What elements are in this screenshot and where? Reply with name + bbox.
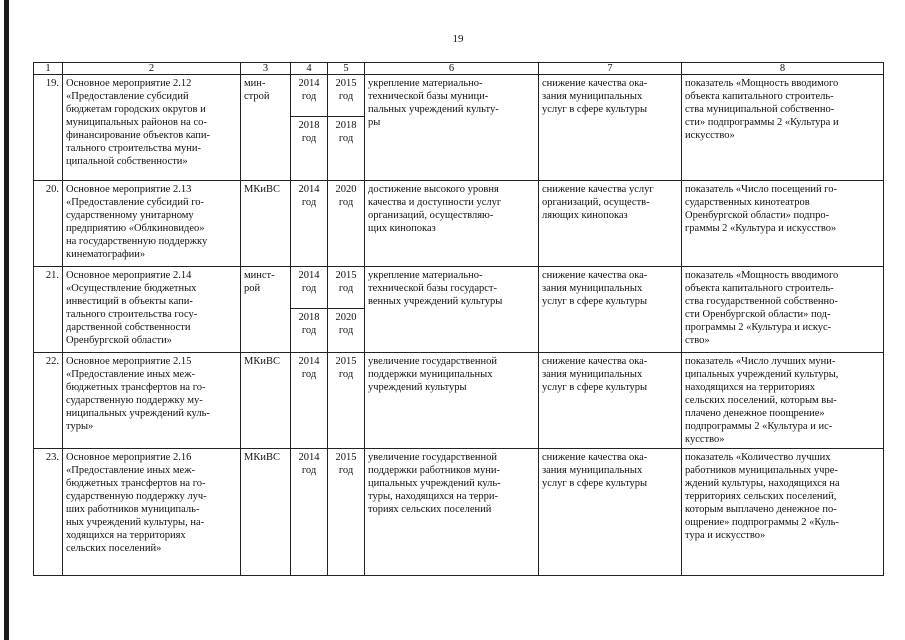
measure-name-cell: [63, 181, 241, 267]
start-year-line: год: [301, 325, 317, 336]
executor-line: строй: [244, 91, 270, 102]
indicator-line: которым выплачено денежное по-: [685, 504, 837, 515]
measure-name-line: «Осуществление бюджетных: [66, 283, 197, 294]
end-year-line: год: [338, 465, 354, 476]
expected-result-line: технической базы государст-: [368, 283, 498, 294]
indicator-cell: [682, 267, 884, 353]
measure-name-line: туры»: [66, 421, 94, 432]
end-year-cell: [328, 117, 365, 181]
expected-result-line: увеличение государственной: [368, 452, 497, 463]
end-year-line: год: [338, 325, 354, 336]
measure-name-line: муниципальных районов на со-: [66, 117, 207, 128]
expected-result-line: поддержки работников муни-: [368, 465, 500, 476]
measure-name-line: сударственную поддержку му-: [66, 395, 203, 406]
measure-name-line: Основное мероприятие 2.16: [66, 452, 192, 463]
consequence-line: зания муниципальных: [542, 465, 643, 476]
column-number: 3: [241, 63, 291, 75]
measure-name-line: «Предоставление иных меж-: [66, 369, 195, 380]
consequence-line: снижение качества ока-: [542, 270, 648, 281]
start-year-cell: [291, 75, 328, 117]
end-year-line: год: [338, 369, 354, 380]
start-year-cell: [291, 117, 328, 181]
measure-name-line: сельских поселений»: [66, 543, 162, 554]
end-year-line: год: [338, 133, 354, 144]
executor-cell: [241, 449, 291, 576]
indicator-line: объекта капитального строитель-: [685, 283, 834, 294]
expected-result-line: ториях сельских поселений: [368, 504, 492, 515]
expected-result-cell: [365, 181, 539, 267]
scan-edge-bar: [4, 0, 9, 640]
measure-name-line: тального строительства муни-: [66, 143, 202, 154]
indicator-line: сударственных кинотеатров: [685, 197, 810, 208]
consequence-line: услуг в сфере культуры: [542, 478, 648, 489]
consequence-line: снижение качества ока-: [542, 78, 648, 89]
measure-name-line: дарственной собственности: [66, 322, 191, 333]
column-number: 7: [539, 63, 682, 75]
expected-result-line: организаций, осуществляю-: [368, 210, 494, 221]
table-body: [34, 63, 884, 576]
row-number-cell: 23.: [34, 449, 63, 576]
expected-result-line: технической базы муници-: [368, 91, 489, 102]
start-year-line: год: [301, 369, 317, 380]
column-number: 5: [328, 63, 365, 75]
measure-name-line: «Предоставление иных меж-: [66, 465, 195, 476]
measure-name-line: кинематографии»: [66, 249, 146, 260]
start-year-line: год: [301, 197, 317, 208]
executor-line: мин-: [244, 78, 266, 89]
measure-name-line: на государственную поддержку: [66, 236, 208, 247]
table-row: [34, 449, 884, 576]
indicator-line: показатель «Мощность вводимого: [685, 270, 839, 281]
indicator-line: Оренбургской области» подпро-: [685, 210, 830, 221]
measure-name-line: сударственному унитарному: [66, 210, 194, 221]
expected-result-cell: [365, 75, 539, 181]
expected-result-cell: [365, 449, 539, 576]
expected-result-line: венных учреждений культуры: [368, 296, 503, 307]
start-year-line: год: [301, 283, 317, 294]
end-year-line: год: [338, 91, 354, 102]
measure-name-cell: [63, 267, 241, 353]
executor-line: МКиВС: [244, 452, 280, 463]
consequence-cell: [539, 449, 682, 576]
row-number-cell: 20.: [34, 181, 63, 267]
start-year-cell: [291, 267, 328, 309]
measure-name-line: предприятию «Облкиновидео»: [66, 223, 205, 234]
indicator-line: показатель «Число посещений го-: [685, 184, 837, 195]
end-year-line: 2020: [335, 184, 357, 195]
start-year-line: 2014: [298, 184, 320, 195]
indicator-line: ства государственной собственно-: [685, 296, 838, 307]
indicator-line: программы 2 «Культура и искус-: [685, 322, 832, 333]
expected-result-line: увеличение государственной: [368, 356, 497, 367]
measure-name-line: ших работников муниципаль-: [66, 504, 200, 515]
column-number: 6: [365, 63, 539, 75]
consequence-line: ляющих кинопоказ: [542, 210, 628, 221]
start-year-line: 2018: [298, 120, 320, 131]
row-number-cell: 19.: [34, 75, 63, 181]
measure-name-cell: [63, 353, 241, 449]
measure-name-cell: [63, 449, 241, 576]
executor-cell: [241, 181, 291, 267]
indicator-line: ство»: [685, 335, 710, 346]
start-year-cell: [291, 309, 328, 353]
executor-line: минст-: [244, 270, 275, 281]
expected-result-cell: [365, 353, 539, 449]
start-year-line: 2014: [298, 452, 320, 463]
column-number-row: [34, 63, 884, 75]
expected-result-line: пальных учреждений культу-: [368, 104, 499, 115]
expected-result-line: щих кинопоказ: [368, 223, 436, 234]
indicator-line: работников муниципальных учре-: [685, 465, 838, 476]
row-number-cell: 22.: [34, 353, 63, 449]
indicator-line: находящихся на территориях: [685, 382, 815, 393]
measure-name-line: Оренбургской области»: [66, 335, 172, 346]
indicator-line: показатель «Количество лучших: [685, 452, 831, 463]
page-number: 19: [452, 33, 464, 45]
indicator-line: сельских поселений, которым вы-: [685, 395, 837, 406]
consequence-line: организаций, осуществ-: [542, 197, 650, 208]
program-measures-table: [33, 62, 884, 576]
column-number: 4: [291, 63, 328, 75]
expected-result-line: укрепление материально-: [368, 78, 483, 89]
end-year-line: 2015: [335, 78, 357, 89]
expected-result-line: достижение высокого уровня: [368, 184, 499, 195]
measure-name-line: тального строительства госу-: [66, 309, 198, 320]
indicator-cell: [682, 353, 884, 449]
indicator-line: объекта капитального строитель-: [685, 91, 834, 102]
measure-name-line: Основное мероприятие 2.15: [66, 356, 192, 367]
indicator-cell: [682, 449, 884, 576]
table-row: [34, 181, 884, 267]
consequence-cell: [539, 181, 682, 267]
table-row: [34, 353, 884, 449]
end-year-cell: [328, 353, 365, 449]
executor-cell: [241, 75, 291, 181]
consequence-line: снижение качества услуг: [542, 184, 654, 195]
table-row: [34, 75, 884, 117]
end-year-cell: [328, 449, 365, 576]
start-year-line: год: [301, 91, 317, 102]
indicator-line: плачено денежное поощрение»: [685, 408, 825, 419]
measure-name-line: Основное мероприятие 2.12: [66, 78, 192, 89]
consequence-line: зания муниципальных: [542, 369, 643, 380]
table-row: [34, 267, 884, 309]
end-year-line: 2018: [335, 120, 357, 131]
start-year-cell: [291, 181, 328, 267]
expected-result-line: учреждений культуры: [368, 382, 467, 393]
consequence-line: услуг в сфере культуры: [542, 104, 648, 115]
indicator-line: кусство»: [685, 434, 725, 445]
measure-name-line: ниципальных учреждений куль-: [66, 408, 210, 419]
indicator-line: тура и искусство»: [685, 530, 766, 541]
indicator-line: сти Оренбургской области» под-: [685, 309, 831, 320]
consequence-cell: [539, 75, 682, 181]
expected-result-line: ципальных учреждений куль-: [368, 478, 501, 489]
column-number: 8: [682, 63, 884, 75]
expected-result-line: поддержки муниципальных: [368, 369, 493, 380]
consequence-line: зания муниципальных: [542, 91, 643, 102]
end-year-cell: [328, 309, 365, 353]
indicator-line: ства муниципальной собственно-: [685, 104, 835, 115]
consequence-line: зания муниципальных: [542, 283, 643, 294]
measure-name-line: ципальной собственности»: [66, 156, 188, 167]
start-year-line: год: [301, 133, 317, 144]
start-year-line: 2014: [298, 356, 320, 367]
consequence-line: услуг в сфере культуры: [542, 382, 648, 393]
end-year-cell: [328, 181, 365, 267]
column-number: 2: [63, 63, 241, 75]
consequence-line: услуг в сфере культуры: [542, 296, 648, 307]
expected-result-cell: [365, 267, 539, 353]
end-year-cell: [328, 267, 365, 309]
start-year-line: 2018: [298, 312, 320, 323]
start-year-line: год: [301, 465, 317, 476]
measure-name-line: бюджетам городских округов и: [66, 104, 206, 115]
measure-name-line: ходящихся на территориях: [66, 530, 186, 541]
expected-result-line: ры: [368, 117, 381, 128]
measure-name-line: Основное мероприятие 2.13: [66, 184, 192, 195]
measure-name-line: сударственную поддержку луч-: [66, 491, 207, 502]
start-year-line: 2014: [298, 78, 320, 89]
indicator-line: показатель «Мощность вводимого: [685, 78, 839, 89]
measure-name-line: «Предоставление субсидий го-: [66, 197, 204, 208]
measure-name-line: бюджетных трансфертов на го-: [66, 382, 206, 393]
indicator-line: территориях сельских поселений,: [685, 491, 837, 502]
start-year-cell: [291, 449, 328, 576]
column-number: 1: [34, 63, 63, 75]
indicator-line: ощрение» подпрограммы 2 «Куль-: [685, 517, 839, 528]
measure-name-line: ных учреждений культуры, на-: [66, 517, 205, 528]
consequence-cell: [539, 267, 682, 353]
consequence-cell: [539, 353, 682, 449]
executor-line: МКиВС: [244, 356, 280, 367]
expected-result-line: туры, находящихся на терри-: [368, 491, 499, 502]
indicator-line: ципальных учреждений культуры,: [685, 369, 839, 380]
measure-name-line: инвестиций в объекты капи-: [66, 296, 193, 307]
executor-cell: [241, 353, 291, 449]
indicator-cell: [682, 181, 884, 267]
indicator-line: граммы 2 «Культура и искусство»: [685, 223, 837, 234]
expected-result-line: укрепление материально-: [368, 270, 483, 281]
start-year-line: 2014: [298, 270, 320, 281]
indicator-line: показатель «Число лучших муни-: [685, 356, 836, 367]
measure-name-line: бюджетных трансфертов на го-: [66, 478, 206, 489]
measure-name-line: «Предоставление субсидий: [66, 91, 189, 102]
end-year-line: год: [338, 197, 354, 208]
measure-name-line: Основное мероприятие 2.14: [66, 270, 192, 281]
indicator-line: ждений культуры, находящихся на: [685, 478, 840, 489]
end-year-line: 2015: [335, 270, 357, 281]
start-year-cell: [291, 353, 328, 449]
measure-name-line: финансирование объектов капи-: [66, 130, 210, 141]
end-year-line: 2020: [335, 312, 357, 323]
indicator-line: искусство»: [685, 130, 735, 141]
consequence-line: снижение качества ока-: [542, 452, 648, 463]
measure-name-cell: [63, 75, 241, 181]
row-number-cell: 21.: [34, 267, 63, 353]
indicator-cell: [682, 75, 884, 181]
end-year-line: 2015: [335, 356, 357, 367]
indicator-line: подпрограммы 2 «Культура и ис-: [685, 421, 833, 432]
indicator-line: сти» подпрограммы 2 «Культура и: [685, 117, 839, 128]
executor-cell: [241, 267, 291, 353]
end-year-cell: [328, 75, 365, 117]
consequence-line: снижение качества ока-: [542, 356, 648, 367]
expected-result-line: качества и доступности услуг: [368, 197, 502, 208]
end-year-line: 2015: [335, 452, 357, 463]
end-year-line: год: [338, 283, 354, 294]
executor-line: МКиВС: [244, 184, 280, 195]
executor-line: рой: [244, 283, 261, 294]
